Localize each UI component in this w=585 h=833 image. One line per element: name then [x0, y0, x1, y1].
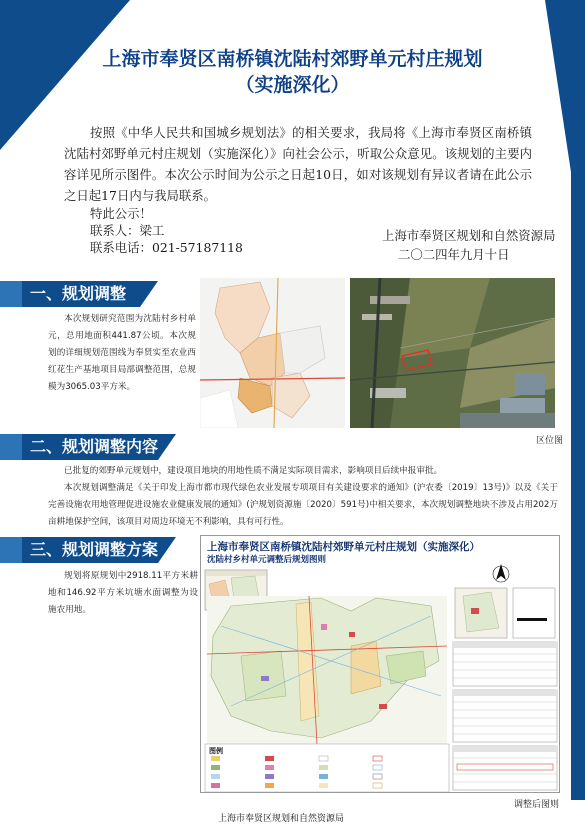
section1-text: 本次规划研究范围为沈陆村乡村单元，总用地面积441.87公顷。本次规划的详细规划范围线为奉贤实至农业西红花生产基地项目局部调整范围，总规模为3065.03平方米。 — [48, 314, 196, 392]
section3-text: 规划将原规划中2918.11平方米耕地和146.92平方米坑塘水面调整为设施农用地。 — [48, 571, 198, 615]
section3-heading — [0, 537, 158, 563]
right-edge-bar — [571, 0, 585, 800]
location-map-satellite — [350, 278, 555, 428]
issuer-name: 上海市奉贤区规划和自然资源局 — [382, 228, 556, 243]
section2-text1: 已批复的郊野单元规划中，建设项目地块的用地性质不满足实际项目需求，影响项目后续申报审批。 — [64, 466, 443, 476]
notice-body: 按照《中华人民共和国城乡规划法》的相关要求，我局将《上海市奉贤区南桥镇沈陆村郊野单元村庄规划（实施深化）》向社会公示，听取公众意见。该规划的主要内容详见所示图件。本次公示时间为公示之日起10日，如对该规划有异议者请在此公示之日起17日内与我局联系。 — [64, 125, 532, 203]
notice-special: 特此公示！ — [90, 206, 152, 221]
footer-text: 上海市奉贤区规划和自然资源局 — [218, 814, 345, 824]
contact-phone: 联系电话：021-57187118 — [90, 240, 243, 255]
plan-title: 上海市奉贤区南桥镇沈陆村郊野单元村庄规划（实施深化） — [207, 541, 480, 553]
section2-heading-text: 二、规划调整内容 — [30, 437, 159, 456]
page-title: 上海市奉贤区南桥镇沈陆村郊野单元村庄规划 — [102, 48, 483, 70]
plan-subtitle: 沈陆村乡村单元调整后规划图则 — [207, 555, 327, 565]
plan-caption: 调整后图则 — [514, 800, 560, 810]
location-map-caption: 区位图 — [536, 436, 564, 446]
page-subtitle: （实施深化） — [235, 74, 350, 96]
section2-text2: 本次规划调整满足《关于印发上海市都市现代绿色农业发展专项项目有关建设要求的通知》(沪农委〔2019〕13号)》以及《关于完善设施农用地管理促进设施农业健康发展的通知》(沪规划资源施〔2020〕591号)中相关要求，本次规划调整地块不涉及占用202万亩耕地保护空间，该项目对周边环境无不利影响，具有可行性。 — [48, 483, 558, 527]
contact-person: 联系人：梁工 — [90, 223, 165, 238]
adjusted-plan-drawing — [200, 535, 560, 793]
location-map-overview — [200, 278, 345, 428]
issue-date: 二〇二四年九月十日 — [398, 247, 510, 262]
section3-heading-text: 三、规划调整方案 — [30, 540, 159, 559]
section1-heading — [0, 281, 140, 329]
section2-heading — [0, 434, 158, 460]
section1-heading-text: 一、规划调整对象 — [30, 284, 127, 329]
plan-legend-title: 图例 — [209, 747, 223, 755]
